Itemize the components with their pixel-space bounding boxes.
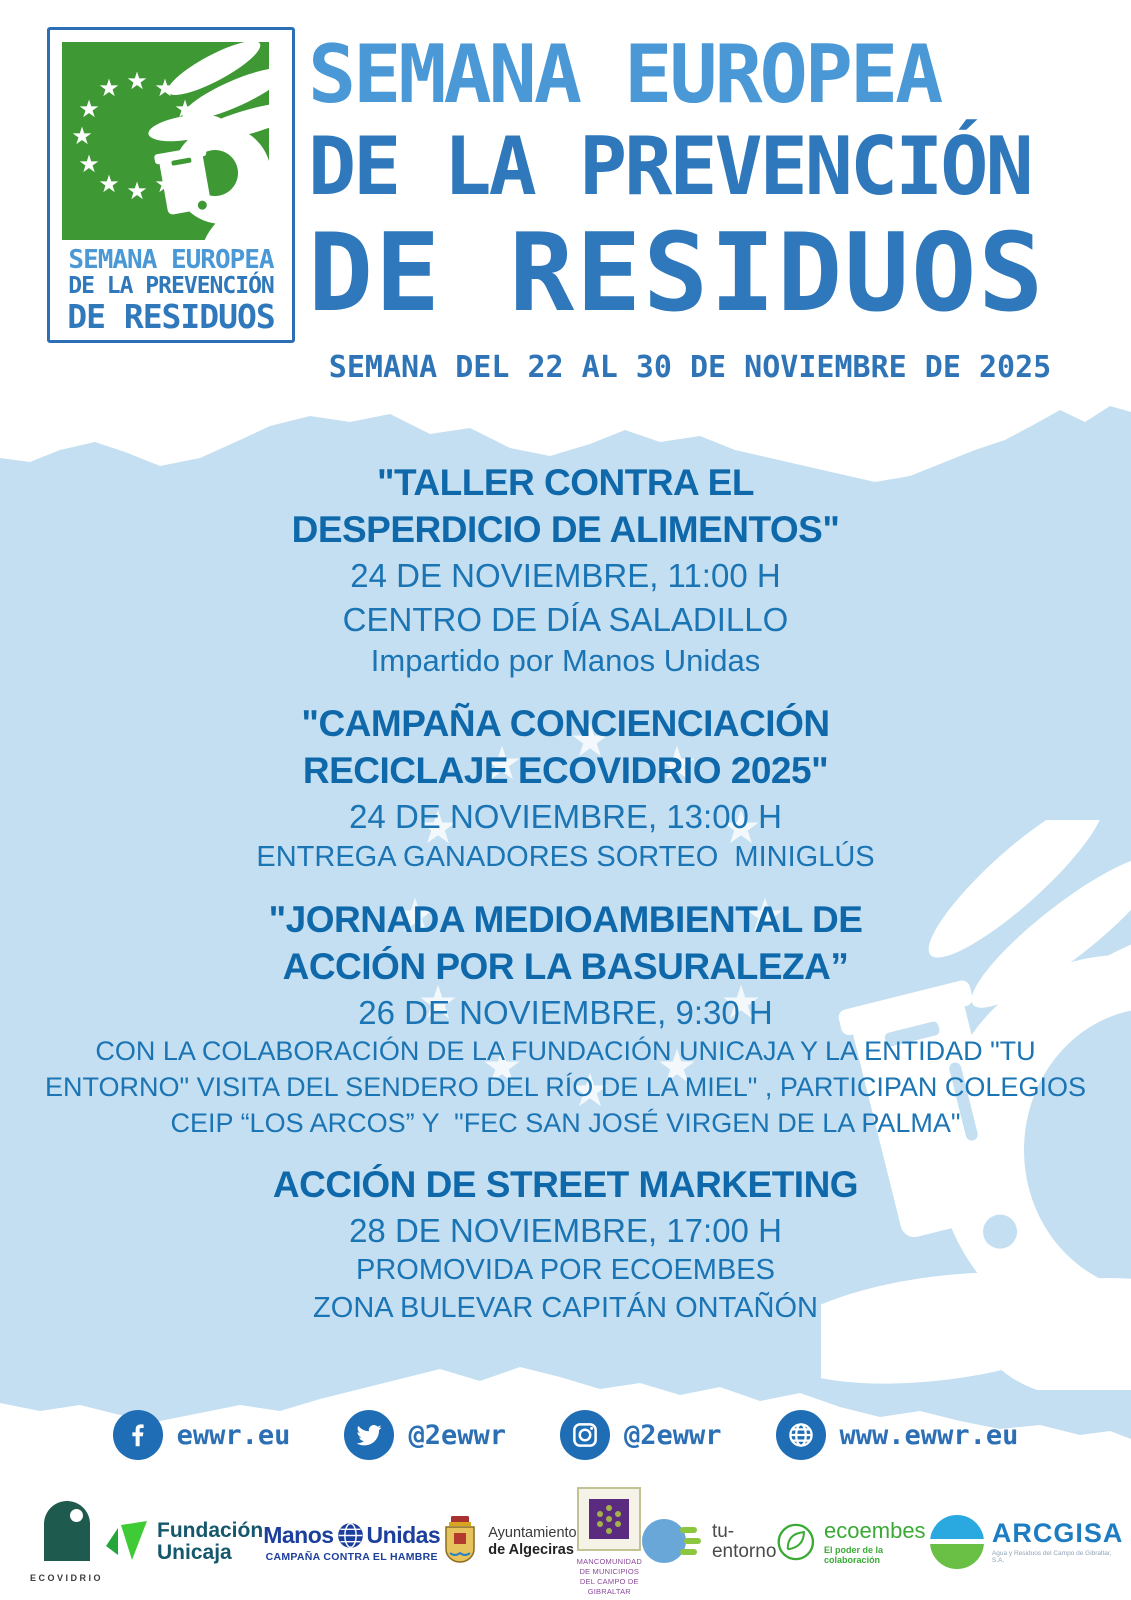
- event-title-line: "CAMPAÑA CONCIENCIACIÓN: [301, 703, 830, 745]
- event-list: [0, 400, 1131, 1328]
- event-location: CENTRO DE DÍA SALADILLO: [342, 600, 789, 638]
- event-detail-line: CEIP “LOS ARCOS” Y "FEC SAN JOSÉ VIRGEN DE LA PALMA": [170, 1107, 961, 1138]
- logo-caption-line1: SEMANA EUROPEA: [68, 245, 274, 275]
- social-facebook[interactable]: [113, 1410, 291, 1460]
- ecovidrio-logo-icon: [44, 1501, 90, 1561]
- social-links-row: [0, 1410, 1131, 1460]
- manos-unidas-word2: Unidas: [366, 1521, 441, 1548]
- sponsor-tu-entorno: [642, 1519, 776, 1565]
- mancomunidad-logo-icon: [577, 1487, 641, 1551]
- fundacion-unicaja-name-line2: Unicaja: [157, 1541, 232, 1564]
- event-campana-ecovidrio: [0, 701, 1131, 876]
- sponsor-manos-unidas: [263, 1522, 440, 1563]
- event-detail: Impartido por Manos Unidas: [370, 643, 761, 679]
- algeciras-crest-icon: [440, 1515, 480, 1569]
- title-line2: DE LA PREVENCIÓN: [308, 119, 1031, 213]
- ayuntamiento-name-line2: de Algeciras: [488, 1542, 574, 1558]
- ewwr-logo: [47, 27, 295, 343]
- event-taller-desperdicio: [0, 460, 1131, 681]
- sponsor-ecoembes: [776, 1517, 930, 1565]
- event-title-line: ACCIÓN POR LA BASURALEZA”: [282, 945, 849, 987]
- mancomunidad-name-line2: DEL CAMPO DE GIBRALTAR: [579, 1577, 639, 1597]
- ewwr-logo-caption: [50, 246, 292, 335]
- ecoembes-logo-icon: [776, 1520, 816, 1564]
- fundacion-unicaja-name-line1: Fundación: [157, 1519, 264, 1543]
- ecovidrio-name: ECOVIDRIO: [30, 1573, 104, 1583]
- event-detail-line: ZONA BULEVAR CAPITÁN ONTAÑÓN: [313, 1292, 818, 1325]
- hand-holding-bin-icon: [62, 42, 269, 240]
- event-detail-line: ENTORNO" VISITA DEL SENDERO DEL RÍO DE LA MIEL" , PARTICIPAN COLEGIOS: [45, 1071, 1086, 1102]
- event-jornada-medioambiental: [0, 897, 1131, 1142]
- event-title-line: "TALLER CONTRA EL: [377, 462, 754, 503]
- arcgisa-name: ARCGISA: [991, 1518, 1124, 1548]
- social-facebook-handle: ewwr.eu: [176, 1419, 291, 1451]
- tu-entorno-name-line2: entorno: [711, 1541, 777, 1562]
- tu-entorno-logo-icon: [642, 1519, 704, 1565]
- ewwr-logo-mark: [62, 42, 269, 240]
- ayuntamiento-name-line1: Ayuntamiento: [488, 1525, 577, 1542]
- social-instagram-handle: @2ewwr: [623, 1419, 722, 1451]
- social-website[interactable]: [776, 1410, 1019, 1460]
- fundacion-unicaja-logo-icon: [103, 1519, 149, 1565]
- logo-caption-line2: DE LA PREVENCIÓN: [68, 273, 274, 300]
- sponsor-logos-row: [0, 1487, 1131, 1597]
- instagram-icon: [560, 1410, 610, 1460]
- social-twitter-handle: @2ewwr: [408, 1419, 506, 1451]
- date-range-subtitle: SEMANA DEL 22 AL 30 DE NOVIEMBRE DE 2025: [328, 350, 1052, 385]
- sponsor-fundacion-unicaja: [103, 1519, 263, 1565]
- manos-unidas-globe-icon: [337, 1522, 364, 1549]
- event-datetime: 24 DE NOVIEMBRE, 11:00 H: [350, 556, 781, 594]
- event-datetime: 24 DE NOVIEMBRE, 13:00 H: [349, 798, 782, 836]
- event-detail-line: PROMOVIDA POR ECOEMBES: [356, 1254, 775, 1287]
- globe-icon: [776, 1410, 826, 1460]
- event-datetime: 26 DE NOVIEMBRE, 9:30 H: [358, 993, 773, 1031]
- events-section: [0, 400, 1131, 1445]
- page-title: [308, 30, 1108, 335]
- sponsor-mancomunidad: [577, 1487, 642, 1598]
- event-title-line: ACCIÓN DE STREET MARKETING: [272, 1163, 859, 1205]
- sponsor-arcgisa: [930, 1515, 1124, 1569]
- twitter-icon: [344, 1410, 394, 1460]
- social-website-url: www.ewwr.eu: [839, 1419, 1019, 1451]
- sponsor-ecovidrio: [30, 1501, 103, 1583]
- mancomunidad-name-line1: MANCOMUNIDAD DE MUNICIPIOS: [576, 1556, 642, 1576]
- arcgisa-logo-icon: [930, 1515, 984, 1569]
- event-street-marketing: [0, 1162, 1131, 1328]
- tu-entorno-name-line1: tu-: [711, 1521, 735, 1543]
- ecoembes-name: ecoembes: [824, 1517, 926, 1543]
- torn-edge-top: [0, 400, 1131, 490]
- social-twitter[interactable]: [344, 1410, 506, 1460]
- event-title-line: DESPERDICIO DE ALIMENTOS": [291, 508, 840, 550]
- event-title-line: RECICLAJE ECOVIDRIO 2025": [302, 750, 829, 792]
- title-line3: DE RESIDUOS: [308, 210, 1046, 336]
- sponsor-ayuntamiento-algeciras: [440, 1515, 576, 1569]
- title-line1: SEMANA EUROPEA: [308, 28, 941, 121]
- facebook-icon: [113, 1410, 163, 1460]
- event-detail: ENTREGA GANADORES SORTEO MINIGLÚS: [256, 840, 875, 873]
- manos-unidas-tagline: CAMPAÑA CONTRA EL HAMBRE: [265, 1550, 438, 1563]
- arcgisa-tagline: Agua y Residuos del Campo de Gibraltar, S.A.: [991, 1550, 1112, 1564]
- event-title-line: "JORNADA MEDIOAMBIENTAL DE: [268, 898, 863, 940]
- ecoembes-tagline: El poder de la colaboración: [824, 1544, 884, 1565]
- event-detail-line: CON LA COLABORACIÓN DE LA FUNDACIÓN UNICAJA Y LA ENTIDAD "TU: [95, 1036, 1036, 1067]
- logo-caption-line3: DE RESIDUOS: [67, 296, 275, 336]
- manos-unidas-word1: Manos: [263, 1521, 334, 1548]
- event-datetime: 28 DE NOVIEMBRE, 17:00 H: [349, 1211, 782, 1249]
- social-instagram[interactable]: [560, 1410, 722, 1460]
